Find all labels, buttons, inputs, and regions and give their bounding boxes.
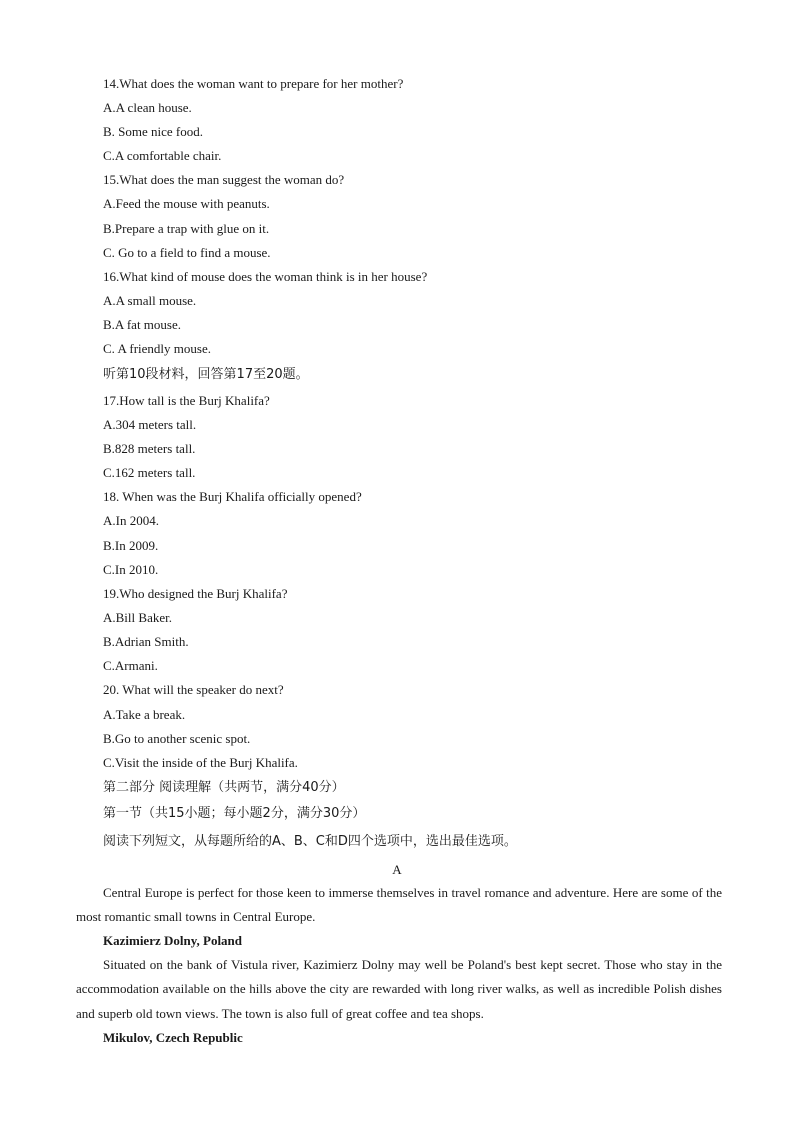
option-20a: A.Take a break. xyxy=(103,707,186,722)
option-15c: C. Go to a field to find a mouse. xyxy=(103,245,271,260)
section-one-heading: 第一节（共15小题；每小题2分，满分30分） xyxy=(103,806,366,821)
option-20c: C.Visit the inside of the Burj Khalifa. xyxy=(103,755,298,770)
option-18c: C.In 2010. xyxy=(103,562,159,577)
option-14a: A.A clean house. xyxy=(103,100,192,115)
option-15b: B.Prepare a trap with glue on it. xyxy=(103,221,270,236)
question-18: 18. When was the Burj Khalifa officially opened? xyxy=(103,489,362,504)
option-19a: A.Bill Baker. xyxy=(103,610,172,625)
option-20b: B.Go to another scenic spot. xyxy=(103,731,251,746)
option-17c: C.162 meters tall. xyxy=(103,465,196,480)
option-16c: C. A friendly mouse. xyxy=(103,341,211,356)
question-17: 17.How tall is the Burj Khalifa? xyxy=(103,393,270,408)
option-16b: B.A fat mouse. xyxy=(103,317,181,332)
option-19c: C.Armani. xyxy=(103,658,158,673)
passage-letter: A xyxy=(392,862,402,877)
option-19b: B.Adrian Smith. xyxy=(103,634,189,649)
option-18a: A.In 2004. xyxy=(103,513,159,528)
heading-kazimierz-dolny: Kazimierz Dolny, Poland xyxy=(103,933,243,948)
option-17a: A.304 meters tall. xyxy=(103,417,197,432)
option-17b: B.828 meters tall. xyxy=(103,441,196,456)
question-20: 20. What will the speaker do next? xyxy=(103,682,284,697)
part-two-heading: 第二部分 阅读理解（共两节，满分40分） xyxy=(103,780,345,795)
passage-intro: Central Europe is perfect for those keen to immerse themselves in travel romance and adventure. Here are some of the most romantic small towns in Central Europe. xyxy=(76,885,722,925)
paragraph-kazimierz-dolny: Situated on the bank of Vistula river, Kazimierz Dolny may well be Poland's best kept secret. Those who stay in the accommodation available on the hills above the city are rewarded with long river walks, as well as incredible Polish dishes and superb old town views. The town is also full of great coffee and tea shops. xyxy=(76,957,722,1021)
question-16: 16.What kind of mouse does the woman think is in her house? xyxy=(103,269,428,284)
option-14b: B. Some nice food. xyxy=(103,124,204,139)
option-15a: A.Feed the mouse with peanuts. xyxy=(103,196,270,211)
heading-mikulov: Mikulov, Czech Republic xyxy=(103,1030,243,1045)
option-18b: B.In 2009. xyxy=(103,538,159,553)
question-14: 14.What does the woman want to prepare for her mother? xyxy=(103,76,404,91)
instruction-material-10: 听第10段材料，回答第17至20题。 xyxy=(103,367,309,382)
reading-instruction: 阅读下列短文，从每题所给的A、B、C和D四个选项中，选出最佳选项。 xyxy=(103,834,517,849)
question-15: 15.What does the man suggest the woman do? xyxy=(103,172,345,187)
option-14c: C.A comfortable chair. xyxy=(103,148,222,163)
question-19: 19.Who designed the Burj Khalifa? xyxy=(103,586,288,601)
option-16a: A.A small mouse. xyxy=(103,293,197,308)
